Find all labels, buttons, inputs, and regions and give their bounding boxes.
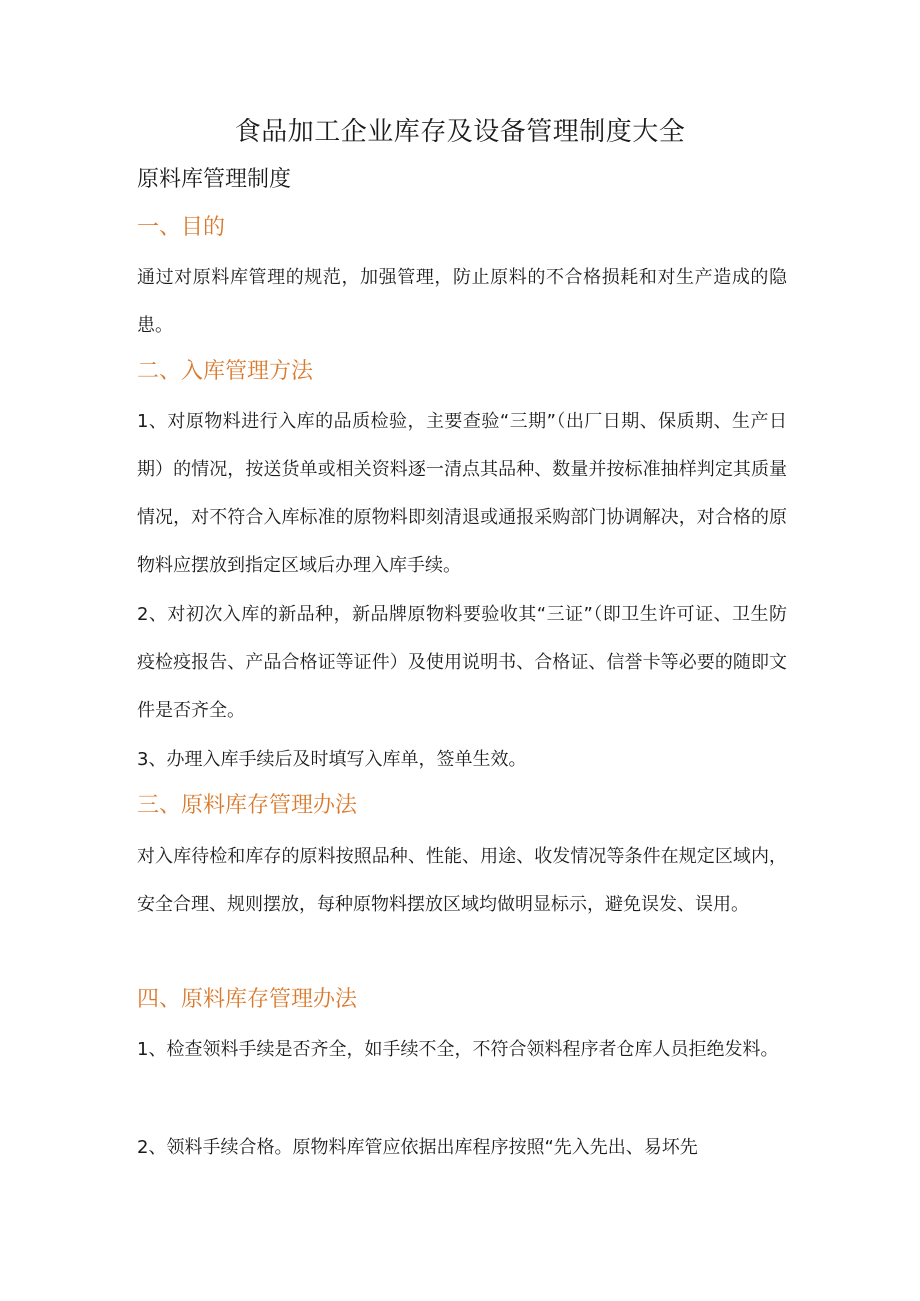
document-title: 食品加工企业库存及设备管理制度大全 — [234, 117, 686, 147]
document-subtitle: 原料库管理制度 — [137, 167, 292, 192]
section-heading-storage-2: 四、原料库存管理办法 — [137, 987, 358, 1012]
section-heading-storage: 三、原料库存管理办法 — [137, 793, 358, 818]
paragraph: 1、检查领料手续是否齐全，如手续不全，不符合领料程序者仓库人员拒绝发料。 — [137, 1039, 779, 1060]
paragraph: 3、办理入库手续后及时填写入库单，签单生效。 — [137, 749, 527, 770]
paragraph: 1、对原物料进行入库的品质检验，主要查验“三期”（出厂日期、保质期、生产日期）的情况，按送货单或相关资料逐一清点其品种、数量并按标准抽样判定其质量情况，对不符合入库标准的原物料即刻清退或通报采购部门协调解决，对合格的原物料应摆放到指定区域后办理入库手续。 — [137, 411, 787, 576]
paragraph: 对入库待检和库存的原料按照品种、性能、用途、收发情况等条件在规定区域内，安全合理、规则摆放，每种原物料摆放区域均做明显标示，避免误发、误用。 — [137, 846, 787, 915]
paragraph: 通过对原料库管理的规范，加强管理，防止原料的不合格损耗和对生产造成的隐患。 — [137, 267, 787, 336]
paragraph: 2、领料手续合格。原物料库管应依据出库程序按照“先入先出、易坏先 — [137, 1137, 698, 1158]
section-heading-purpose: 一、目的 — [137, 215, 226, 240]
section-heading-inbound: 二、入库管理方法 — [137, 359, 314, 384]
paragraph: 2、对初次入库的新品种，新品牌原物料要验收其“三证”（即卫生许可证、卫生防疫检疫报告、产品合格证等证件）及使用说明书、合格证、信誉卡等必要的随即文件是否齐全。 — [137, 604, 787, 721]
